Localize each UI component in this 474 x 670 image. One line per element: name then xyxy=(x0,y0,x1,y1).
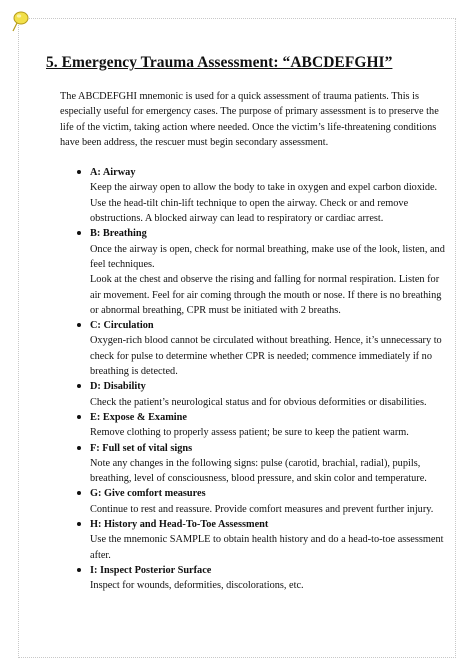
item-description xyxy=(90,180,446,226)
item-heading: E: Expose & Examine xyxy=(90,411,187,423)
bullet-icon xyxy=(77,491,81,495)
item-description xyxy=(90,456,446,487)
item-heading: A: Airway xyxy=(90,167,136,179)
item-description xyxy=(90,333,446,379)
item-description xyxy=(90,532,446,563)
item-paragraph: Inspect for wounds, deformities, discolorations, etc. xyxy=(90,580,304,592)
item-heading: H: History and Head-To-Toe Assessment xyxy=(90,519,269,531)
item-heading: G: Give comfort measures xyxy=(90,488,206,500)
list-item xyxy=(46,379,446,410)
item-paragraph: Once the airway is open, check for normal breathing, make use of the look, listen, and feel techniques. xyxy=(90,243,445,270)
list-item xyxy=(46,226,446,318)
bullet-icon xyxy=(77,522,81,526)
item-description xyxy=(90,578,446,593)
intro-paragraph: The ABCDEFGHI mnemonic is used for a quick assessment of trauma patients. This is especially useful for emergency cases. The purpose of primary assessment is to preserve the life of the victim, taking action where needed. Once the victim’s life-threatening conditions have been address, the rescuer must begin secondary assessment. xyxy=(60,91,439,148)
list-item xyxy=(46,410,446,441)
item-heading: D: Disability xyxy=(90,381,146,393)
bullet-icon xyxy=(77,415,81,419)
item-paragraph: Remove clothing to properly assess patient; be sure to keep the patient warm. xyxy=(90,427,409,439)
list-item xyxy=(46,441,446,487)
bullet-icon xyxy=(77,384,81,388)
page-title: 5. Emergency Trauma Assessment: “ABCDEFGHI” xyxy=(46,54,393,71)
item-heading: C: Circulation xyxy=(90,320,154,332)
list-item xyxy=(46,486,446,517)
item-description xyxy=(90,502,446,517)
bullet-icon xyxy=(77,568,81,572)
bullet-icon xyxy=(77,446,81,450)
item-paragraph: Note any changes in the following signs: pulse (carotid, brachial, radial), pupils, breathing, level of consciousness, blood pressure, and skin color and temperature. xyxy=(90,457,427,485)
item-heading: I: Inspect Posterior Surface xyxy=(90,564,212,576)
item-paragraph: Use the mnemonic SAMPLE to obtain health history and do a head-to-toe assessment after. xyxy=(90,534,444,561)
bullet-icon xyxy=(77,323,81,327)
item-paragraph: Oxygen-rich blood cannot be circulated without breathing. Hence, it’s unnecessary to check for pulse to determine whether CPR is needed; commence immediately if no breathing is detected. xyxy=(90,335,442,378)
item-description xyxy=(90,425,446,440)
item-paragraph: Check the patient’s neurological status and for obvious deformities or disabilities. xyxy=(90,396,427,408)
bullet-icon xyxy=(77,170,81,174)
item-paragraph: Look at the chest and observe the rising and falling for normal respiration. Listen for air movement. Feel for air coming through the mouth or nose. If there is no breathing or abnormal breathing, CPR must be initiated with 2 breaths. xyxy=(90,274,442,316)
list-item xyxy=(46,165,446,226)
item-heading: F: Full set of vital signs xyxy=(90,442,193,454)
pushpin-icon xyxy=(10,10,30,32)
assessment-list xyxy=(46,165,446,593)
item-description xyxy=(90,242,446,318)
list-item xyxy=(46,563,446,594)
list-item xyxy=(46,318,446,379)
item-paragraph: Continue to rest and reassure. Provide comfort measures and prevent further injury. xyxy=(90,503,434,515)
list-item xyxy=(46,517,446,563)
item-paragraph: Keep the airway open to allow the body to take in oxygen and expel carbon dioxide. Use the head-tilt chin-lift technique to open the airway. Check or and remove obstructions. A blocked airway can lead to respiratory or cardiac arrest. xyxy=(90,182,438,225)
item-description xyxy=(90,395,446,410)
item-heading: B: Breathing xyxy=(90,228,147,240)
document-body xyxy=(46,54,446,594)
bullet-icon xyxy=(77,231,81,235)
